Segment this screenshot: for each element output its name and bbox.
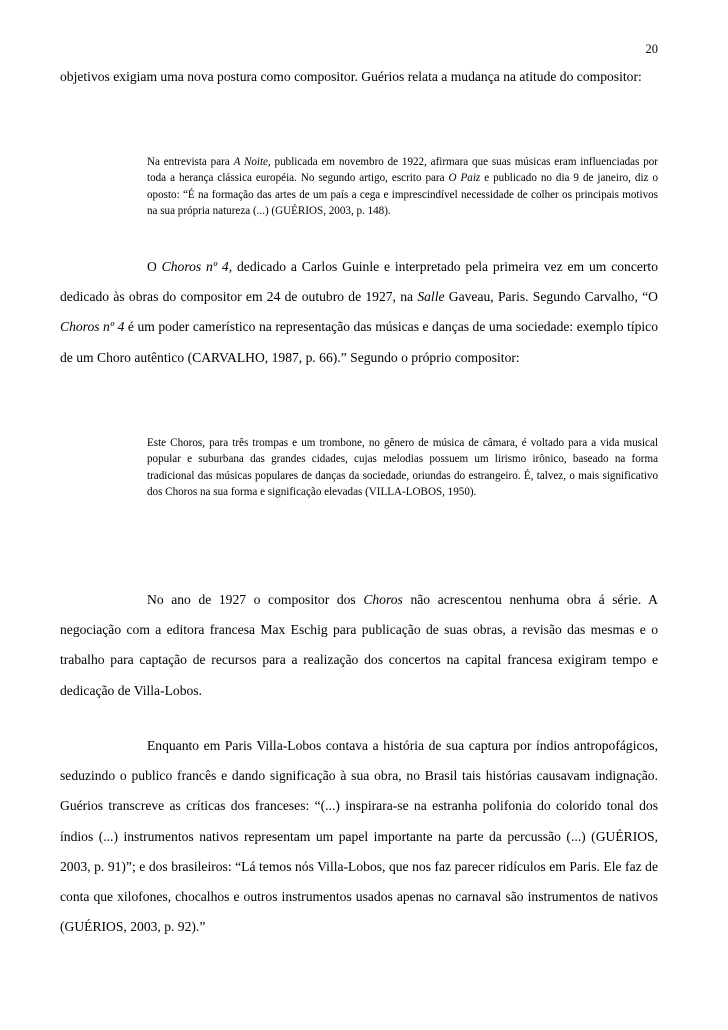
newspaper-title-a-noite: A Noite [233, 156, 268, 168]
work-title-choros-4: Choros nº 4 [161, 259, 229, 274]
paragraph-text: Gaveau, Paris. Segundo Carvalho, “O [444, 289, 658, 305]
quote-text: Na entrevista para [147, 156, 234, 168]
paragraph-text: é um poder camerístico na representação das músicas e danças de uma sociedade: exemplo típico de um Choro autêntico (CARVALHO, 1987, p. 66).” Segundo o próprio compositor: [60, 319, 658, 365]
block-quote-villa-lobos: Este Choros, para três trompas e um trombone, no gênero de música de câmara, é voltado para a vida musical popular e suburbana das grandes cidades, cujas melodias possuem um lirismo irônico, baseado na forma tradicional das músicas populares de danças da sociedade, oriundas do estrangeiro. É, talvez, o mais significativo dos Choros na sua forma e significação elevadas (VILLA-LOBOS, 1950). [147, 437, 658, 499]
quote-text: , publicada em novembro de 1922, afirmara que suas músicas eram influenciadas por toda a herança clássica européia. No segundo artigo, escrito para [147, 156, 658, 185]
page-number: 20 [645, 42, 658, 56]
paragraph-text: O [147, 259, 162, 274]
venue-salle: Salle [417, 289, 445, 305]
paragraph-choros-4 [60, 252, 658, 373]
paragraph-text: No ano de 1927 o compositor dos [147, 592, 364, 607]
paragraph-paris-criticism: Enquanto em Paris Villa-Lobos contava a história de sua captura por índios antropofágicos, seduzindo o publico francês e dando significação à sua obra, no Brasil tais histórias causavam indignação. Guérios transcreve as críticas dos franceses: “(...) inspirara-se na estranha polifonia do colorido tonal dos índios (...) instrumentos nativos representam um papel importante na parte da percussão (...) (GUÉRIOS, 2003, p. 91)”; e dos brasileiros: “Lá temos nós Villa-Lobos, que nos faz parecer ridículos em Paris. Ele faz de conta que xilofones, chocalhos e outros instrumentos usados apenas no carnaval são instrumentos de nativos (GUÉRIOS, 2003, p. 92).” [60, 738, 658, 935]
newspaper-title-o-paiz: O Paiz [448, 172, 481, 185]
block-quote-guerios [147, 154, 658, 220]
paragraph-text: , dedicado a Carlos Guinle e interpretado pela primeira vez em um concerto dedicado às obras do compositor em 24 de outubro de 1927, na [60, 259, 659, 305]
quote-text: e publicado no dia 9 de janeiro, diz o oposto: “É na formação das artes de um país a cega e imprescindível necessidade de colher os principais motivos na sua própria natureza (...) (GUÉRIOS, 2003, p. 148). [147, 172, 658, 218]
work-title-choros: Choros [363, 592, 403, 607]
work-title-choros-4: Choros nº 4 [60, 319, 125, 335]
paragraph-1927 [60, 585, 658, 706]
paragraph-intro: objetivos exigiam uma nova postura como compositor. Guérios relata a mudança na atitude do compositor: [60, 69, 642, 84]
paragraph-text: não acrescentou nenhuma obra á série. A negociação com a editora francesa Max Eschig para publicação de suas obras, a revisão das mesmas e o trabalho para captação de recursos para a realização dos concertos na capital francesa exigiram tempo e dedicação de Villa-Lobos. [60, 592, 658, 698]
